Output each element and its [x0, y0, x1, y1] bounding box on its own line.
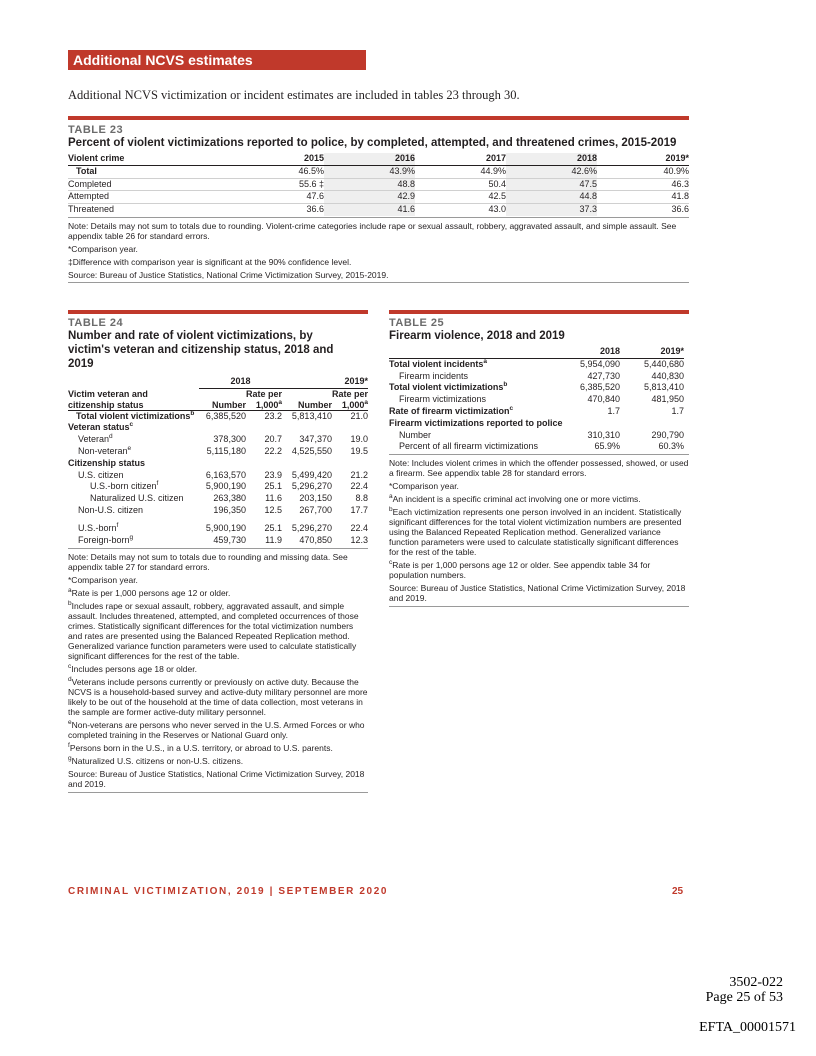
table-24-col-rate-2-2018: 1,000$^a$ [255, 398, 282, 410]
row-label: Non-veteran$^e$ [78, 444, 132, 456]
table-cell: Threatened [68, 204, 115, 215]
table-cell: 263,380 [213, 493, 246, 504]
table-24-col-number-2019: Number [297, 399, 332, 410]
stamp-efta: EFTA_00001571 [699, 1020, 796, 1035]
table-24-col-victim-1: Victim veteran and [68, 388, 148, 399]
table-row [68, 191, 689, 204]
table-note: Source: Bureau of Justice Statistics, National Crime Victimization Survey, 2018 and 2019. [389, 583, 686, 604]
table-25-label: TABLE 25 [389, 317, 445, 329]
row-label: Total violent victimizations$^b$ [389, 381, 508, 393]
table-cell: 43.0 [488, 204, 506, 215]
table-cell: 47.6 [306, 191, 324, 202]
row-label: U.S.-born citizen$^f$ [90, 480, 159, 492]
table-cell: 40.9% [663, 165, 689, 176]
table-23-title: Percent of violent victimizations reported to police, by completed, attempted, and threatened crimes, 2015-2019 [68, 137, 677, 149]
table-cell [620, 418, 684, 430]
table-note: Source: Bureau of Justice Statistics, National Crime Victimization Survey, 2018 and 2019. [68, 768, 365, 789]
table-cell: 43.9% [324, 165, 415, 178]
table-25-bottom-rule [389, 454, 689, 455]
table-cell: 5,440,680 [643, 358, 684, 369]
table-cell: 46.5% [298, 165, 324, 176]
intro-text: Additional NCVS victimization or incident estimates are included in tables 23 through 30. [68, 88, 520, 102]
row-label: Percent of all firearm victimizations [399, 441, 539, 452]
table-25-title: Firearm violence, 2018 and 2019 [389, 330, 565, 342]
table-24 [68, 310, 368, 793]
table-cell: 48.8 [324, 178, 415, 191]
table-cell: 5,296,270 [291, 481, 332, 492]
table-24-col-rate-1-2018: Rate per [245, 389, 282, 400]
table-row [68, 535, 368, 547]
table-cell: 5,115,180 [206, 445, 246, 456]
table-cell: 20.7 [264, 434, 282, 445]
table-cell: 44.9% [480, 165, 506, 176]
table-cell: Completed [68, 178, 112, 189]
table-cell [246, 458, 282, 470]
table-note: Note: Details may not sum to totals due to rounding. Violent-crime categories include rape or sexual assault, robbery, aggravated assault, and simple assault. See appendix table 26 for standard errors. [68, 220, 677, 241]
table-24-rule [68, 310, 368, 314]
table-note: *Comparison year. [68, 243, 138, 254]
table-24-grid [68, 376, 368, 547]
table-23-column-header: 2016 [324, 153, 415, 165]
table-row [389, 382, 684, 394]
table-row [68, 481, 368, 493]
table-cell: 267,700 [299, 504, 332, 515]
table-cell: 23.2 [264, 410, 282, 421]
table-24-label: TABLE 24 [68, 317, 124, 329]
table-row [68, 446, 368, 458]
section-banner [68, 50, 366, 70]
table-note: $^a$Rate is per 1,000 persons age 12 or older. [68, 586, 231, 598]
table-25-notes-rule [389, 606, 689, 607]
row-label: U.S. citizen [78, 469, 124, 480]
table-cell: 378,300 [213, 434, 246, 445]
footer-publication: CRIMINAL VICTIMIZATION, 2019 | SEPTEMBER 2020 [68, 886, 389, 897]
row-label: Firearm victimizations reported to police [389, 417, 563, 428]
table-note: $^c$Rate is per 1,000 persons age 12 or older. See appendix table 34 for population numbers. [389, 559, 651, 581]
table-23-column-header: 2015 [303, 153, 324, 163]
table-cell: 427,730 [587, 370, 621, 381]
row-label: Naturalized U.S. citizen [90, 493, 184, 504]
table-23-column-header: Violent crime [68, 153, 125, 163]
table-cell: 22.4 [350, 481, 368, 492]
table-cell: 5,296,270 [291, 522, 332, 533]
table-cell [199, 422, 246, 434]
table-cell: 23.9 [264, 469, 282, 480]
table-cell: 46.3 [671, 178, 689, 189]
table-cell: 310,310 [587, 429, 621, 440]
table-23 [68, 116, 689, 283]
table-cell: 196,350 [213, 504, 246, 515]
table-cell: 470,840 [587, 394, 621, 405]
table-row [68, 165, 689, 178]
table-note: Note: Includes violent crimes in which the offender possessed, showed, or used a firearm. See appendix table 28 for standard errors. [389, 458, 689, 479]
table-row [68, 517, 368, 535]
row-label: Citizenship status [68, 457, 146, 468]
table-cell [199, 458, 246, 470]
table-cell: 6,385,520 [205, 410, 246, 421]
row-label: Firearm victimizations [399, 394, 487, 405]
table-cell: 4,525,550 [291, 445, 332, 456]
table-row [68, 178, 689, 191]
table-cell: Attempted [68, 191, 110, 202]
table-cell: 6,385,520 [580, 382, 621, 393]
table-cell [332, 458, 368, 470]
table-cell: 8.8 [355, 493, 368, 504]
row-label: Veteran status$^c$ [68, 421, 134, 433]
row-label: Total violent incidents$^a$ [389, 357, 487, 369]
table-note: $^b$Each victimization represents one person involved in an incident. Statistically significant differences for the total violent victimization numbers are presented using the Balanced Repeated Replication method. Generalized variance function parameters were used to calculate statistically significant differences for the rest of the table. [389, 506, 682, 558]
table-cell: 12.3 [350, 534, 368, 545]
table-note: $^d$Veterans include persons currently or previously on active duty. Because the NCVS is a household-based survey and active-duty military personnel are more likely to be out of the household at the time of data collection, most veterans in the sample are former active-duty military personnel. [68, 675, 368, 717]
table-cell [563, 418, 621, 430]
table-cell: 5,499,420 [291, 469, 332, 480]
table-cell: 42.6% [506, 165, 597, 178]
table-row [389, 441, 684, 453]
table-row [389, 406, 684, 418]
table-cell: 36.6 [306, 204, 324, 215]
table-cell: 5,900,190 [205, 481, 246, 492]
table-24-notes-rule [68, 792, 368, 793]
table-24-year-2019: 2019* [282, 376, 368, 388]
table-cell [332, 422, 368, 434]
table-row [389, 358, 684, 370]
table-cell: 11.9 [265, 534, 282, 545]
table-cell: 1.7 [671, 405, 684, 416]
table-row [68, 410, 368, 422]
row-label: Non-U.S. citizen [78, 504, 144, 515]
table-cell: 22.4 [350, 522, 368, 533]
row-label: Foreign-born$^g$ [78, 533, 134, 545]
table-cell: 440,830 [651, 370, 684, 381]
table-row [68, 422, 368, 434]
row-label: Total violent victimizations$^b$ [76, 409, 195, 421]
table-25 [389, 310, 689, 607]
table-note: ‡Difference with comparison year is significant at the 90% confidence level. [68, 256, 352, 267]
table-cell: 42.5 [488, 191, 506, 202]
stamp-doc-id: 3502-022 [729, 975, 783, 990]
section-title: Additional NCVS estimates [73, 52, 253, 68]
table-cell: 470,850 [299, 534, 332, 545]
table-24-bottom-rule [68, 548, 368, 549]
table-note: $^e$Non-veterans are persons who never served in the U.S. Armed Forces or who completed training in the Reserves or National Guard only. [68, 718, 365, 740]
table-25-column-header: 2018 [600, 346, 621, 356]
table-23-column-header: 2017 [485, 153, 506, 163]
table-25-column-header: 2019* [660, 346, 684, 356]
row-label: U.S.-born$^f$ [78, 521, 119, 533]
table-23-notes [68, 221, 689, 280]
table-row [68, 505, 368, 517]
table-24-col-rate-2-2019: 1,000$^a$ [341, 398, 368, 410]
table-cell: 41.6 [324, 204, 415, 216]
table-note: $^a$An incident is a specific criminal act involving one or more victims. [389, 493, 641, 505]
table-cell: 481,950 [651, 394, 684, 405]
table-23-label: TABLE 23 [68, 124, 124, 136]
table-cell [246, 422, 282, 434]
table-24-col-number-2018: Number [211, 399, 246, 410]
table-cell: 12.5 [264, 504, 282, 515]
table-24-col-rate-1-2019: Rate per [331, 389, 368, 400]
table-23-notes-rule [68, 282, 689, 283]
table-cell: 11.6 [265, 493, 282, 504]
table-note: Note: Details may not sum to totals due to rounding and missing data. See appendix table 27 for standard errors. [68, 551, 348, 572]
table-cell: 37.3 [506, 204, 597, 216]
table-cell [282, 458, 332, 470]
table-cell: 290,790 [651, 429, 684, 440]
table-row [68, 470, 368, 482]
row-label: Number [399, 429, 432, 440]
table-cell: 5,813,410 [291, 410, 332, 421]
table-cell: 347,370 [299, 434, 332, 445]
table-row [68, 493, 368, 505]
table-cell: 47.5 [506, 178, 597, 191]
table-24-col-victim-2: citizenship status [68, 399, 144, 410]
table-cell: 36.6 [671, 204, 689, 215]
table-23-rule [68, 116, 689, 120]
table-25-column-header [389, 346, 563, 358]
table-24-notes [68, 552, 368, 789]
table-note: *Comparison year. [68, 574, 138, 585]
table-cell: 19.5 [350, 445, 368, 456]
stamp-page-of: Page 25 of 53 [705, 990, 783, 1005]
table-cell: 25.1 [264, 522, 282, 533]
table-cell: 1.7 [607, 405, 621, 416]
table-row [389, 394, 684, 406]
table-cell: 42.9 [324, 191, 415, 204]
table-cell: 25.1 [264, 481, 282, 492]
table-cell: 22.2 [264, 445, 282, 456]
table-cell: 44.8 [506, 191, 597, 204]
table-cell: 6,163,570 [205, 469, 246, 480]
table-24-title: Number and rate of violent victimizations, by victim's veteran and citizenship status, 2018 and 2019 [68, 330, 334, 370]
table-25-notes [389, 458, 689, 603]
table-25-rule [389, 310, 689, 314]
table-23-grid [68, 153, 689, 216]
table-cell [282, 422, 332, 434]
table-note: $^f$Persons born in the U.S., in a U.S. territory, or abroad to U.S. parents. [68, 741, 333, 753]
table-cell: 21.2 [350, 469, 368, 480]
table-row [389, 430, 684, 442]
row-label: Firearm incidents [399, 370, 469, 381]
table-cell: 60.3% [658, 441, 684, 452]
table-24-year-2018: 2018 [199, 376, 282, 388]
table-note: Source: Bureau of Justice Statistics, National Crime Victimization Survey, 2015-2019. [68, 269, 389, 280]
table-cell: 21.0 [350, 410, 368, 421]
table-cell: 55.6 ‡ [298, 178, 324, 189]
table-cell: 5,813,410 [643, 382, 684, 393]
table-row [68, 434, 368, 446]
table-cell: 65.9% [594, 441, 621, 452]
table-row [68, 204, 689, 216]
table-25-grid [389, 346, 684, 453]
table-cell: 19.0 [350, 434, 368, 445]
table-note: $^c$Includes persons age 18 or older. [68, 662, 197, 674]
table-23-column-header: 2018 [506, 153, 597, 165]
table-note: $^g$Naturalized U.S. citizens or non-U.S. citizens. [68, 754, 244, 766]
document-stamp [706, 975, 783, 1005]
table-row [389, 418, 684, 430]
footer-page-number: 25 [672, 886, 684, 897]
row-label: Veteran$^d$ [78, 433, 113, 445]
row-label: Rate of firearm victimization$^c$ [389, 404, 514, 416]
table-row [389, 371, 684, 383]
table-cell: 17.7 [350, 504, 368, 515]
table-cell: 203,150 [299, 493, 332, 504]
table-cell: 5,900,190 [205, 522, 246, 533]
table-cell: 5,954,090 [580, 358, 621, 369]
table-row [68, 458, 368, 470]
table-23-bottom-rule [68, 217, 689, 218]
table-cell: 459,730 [213, 534, 246, 545]
table-cell: 41.8 [671, 191, 689, 202]
table-note: *Comparison year. [389, 481, 459, 492]
table-23-column-header: 2019* [665, 153, 689, 163]
table-note: $^b$Includes rape or sexual assault, robbery, aggravated assault, and simple assault. Includes threatened, attempted, and completed occurrences of those crimes. Statistically significant differences for the total victimization numbers and rates are presented using the Balanced Repeated Replication method. Generalized variance function parameters were used to calculate statistically significant differences for the rest of the table. [68, 599, 359, 661]
table-cell: 50.4 [488, 178, 506, 189]
table-cell: Total [76, 165, 97, 176]
